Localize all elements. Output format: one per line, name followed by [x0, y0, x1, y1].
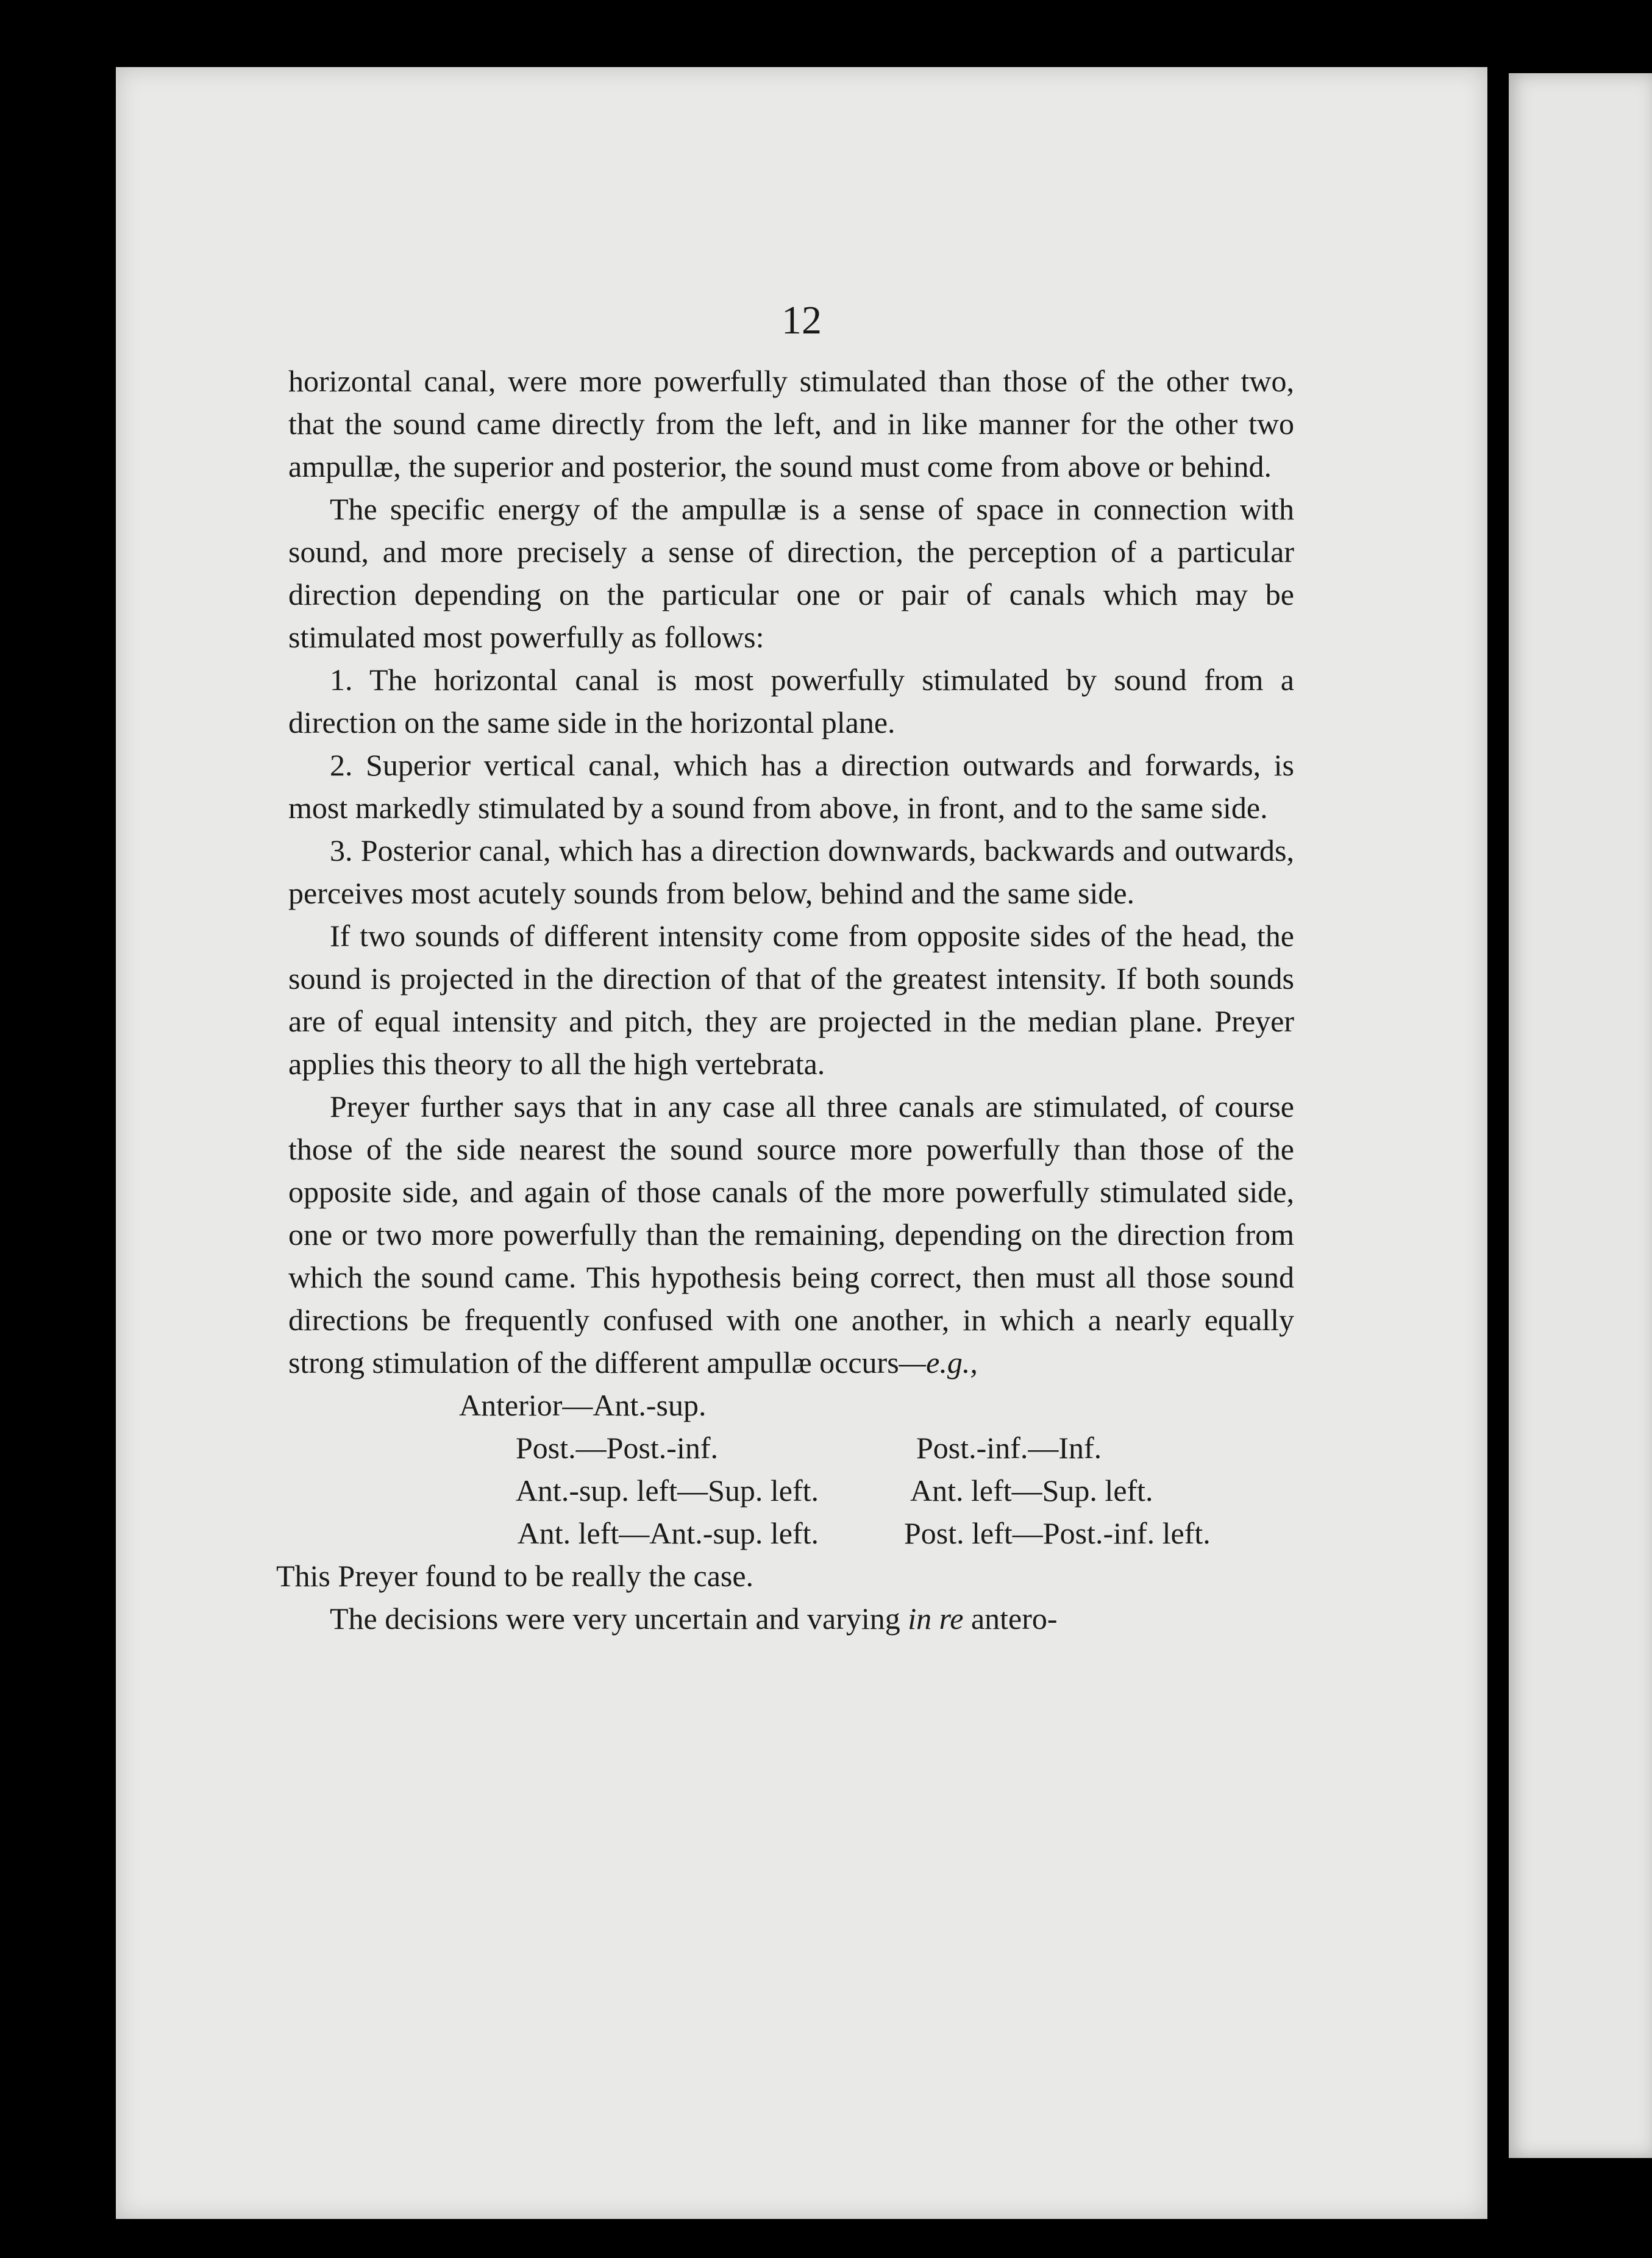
adjacent-page-edge [1509, 73, 1652, 2158]
paragraph-8: This Preyer found to be really the case. [276, 1559, 754, 1593]
example-cell: Ant. left—Ant.-sup. left. [517, 1516, 819, 1550]
direction-examples [288, 1384, 1294, 1555]
page-number: 12 [781, 298, 822, 343]
paragraph-9-end: antero- [963, 1601, 1058, 1636]
example-row [288, 1469, 1294, 1512]
example-cell: Post.-inf.—Inf. [916, 1431, 1102, 1465]
paragraph-9-start: The decisions were very uncertain and varying [330, 1601, 908, 1636]
example-row [288, 1384, 1294, 1426]
paragraph-9 [288, 1597, 1294, 1640]
example-cell: Anterior—Ant.-sup. [459, 1388, 707, 1422]
paragraph-6: If two sounds of different intensity come from opposite sides of the head, the sound is projected in the direction of that of the greatest intensity. If both sounds are of equal intensity and pitch, they are projected in the median plane. Preyer applies this theory to all the high vertebrata. [288, 919, 1294, 1081]
paragraph-5: 3. Posterior canal, which has a direction downwards, backwards and outwards, perceives most acutely sounds from below, behind and the same side. [288, 833, 1294, 910]
italic-phrase: in re [908, 1601, 964, 1636]
body-text [276, 360, 1294, 1640]
paragraph-7-text: Preyer further says that in any case all three canals are stimulated, of course those of the side nearest the sound source more powerfully than those of the opposite side, and again of those canals of the more powerfully stimulated side, one or two more powerfully than the remaining, depending on the direction from which the sound came. This hypothesis being correct, then must all those sound directions be frequently confused with one another, in which a nearly equally strong stimulation of the different ampullæ occurs [288, 1089, 1294, 1380]
paragraph-7 [288, 1085, 1294, 1384]
paragraph-3: 1. The horizontal canal is most powerfully stimulated by sound from a direction on the same side in the horizontal plane. [288, 663, 1294, 739]
paragraph-1: horizontal canal, were more powerfully stimulated than those of the other two, that the sound came directly from the left, and in like manner for the other two ampullæ, the superior and posterior, the sound must come from above or behind. [288, 364, 1294, 483]
example-row [288, 1512, 1294, 1555]
paragraph-2: The specific energy of the ampullæ is a sense of space in connection with sound, and more precisely a sense of direction, the perception of a particular direction depending on the particular one or pair of canals which may be stimulated most powerfully as follows: [288, 492, 1294, 654]
paragraph-4: 2. Superior vertical canal, which has a direction outwards and forwards, is most markedly stimulated by a sound from above, in front, and to the same side. [288, 748, 1294, 825]
example-cell: Ant. left—Sup. left. [910, 1473, 1153, 1508]
example-row [288, 1426, 1294, 1469]
eg-label: —e.g., [899, 1345, 978, 1380]
example-cell: Post.—Post.-inf. [515, 1431, 718, 1465]
example-cell: Post. left—Post.-inf. left. [904, 1516, 1211, 1550]
example-cell: Ant.-sup. left—Sup. left. [515, 1473, 819, 1508]
